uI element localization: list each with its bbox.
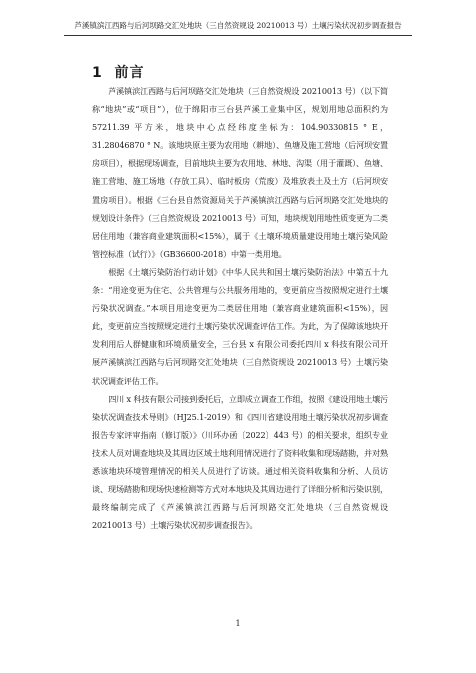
section-number: 1: [92, 65, 103, 81]
paragraph: 四川 x 科技有限公司接到委托后，立即成立调查工作组，按照《建设用地土壤污染状况调查技术导则》（HJ25.1-2019）和《四川省建设用地土壤污染状况初步调查报告专家评审指南（修订版）》（川环办函〔2022〕443 号）的相关要求，组织专业技术人员对调查地块及其周边区域土地利用情况进行了资料收集和现场踏勘，并对熟悉该地块环境管理情况的相关人员进行了访谈。通过相关资料收集和分析、人员访谈、现场踏勘和现场快速检测等方式对本地块及其周边进行了详细分析和污染识别，最终编制完成了《芦溪镇滨江西路与后河坝路交汇处地块（三自然资规设 20210013 号）土壤污染状况初步调查报告》。: [92, 393, 388, 531]
page-number: 1: [235, 619, 241, 628]
paragraph: 芦溪镇滨江西路与后河坝路交汇处地块（三自然资规设 20210013 号）（以下简称“地块”或“项目”），位于绵阳市三台县芦溪工业集中区，规划用地总面积约为 57211.39 平方米，地块中心点经纬度坐标为：104.90330815 ° E，31.28046870 ° N。该地块原主要为农用地（耕地）、鱼塘及施工营地（后河坝安置房项目），根据现场调查，目前地块主要为农用地、林地、沟渠（用于灌溉）、鱼塘、施工营地、施工场地（存放工具）、临时板房（荒废）及堆放表土及土方（后河坝安置房项目）。根据《三台县自然资源局关于芦溪镇滨江西路与后河坝路交汇处地块的规划设计条件》（三自然资规设 20210013 号）可知，地块规划用地性质变更为二类居住用地（兼容商业建筑面积<15%），属于《土壤环境质量建设用地土壤污染风险管控标准（试行）》（GB36600-2018）中第一类用地。: [92, 86, 388, 259]
document-body: [92, 82, 388, 534]
running-header: 芦溪镇滨江西路与后河坝路交汇处地块（三自然资规设 20210013 号）土壤污染状况初步调查报告: [64, 20, 412, 36]
paragraph: 根据《土壤污染防治行动计划》《中华人民共和国土壤污染防治法》中第五十九条：“用途变更为住宅、公共管理与公共服务用地的，变更前应当按照规定进行土壤污染状况调查。”本项目用途变更为二类居住用地（兼容商业建筑面积<15%），因此，变更前应当按照规定进行土壤污染状况调查评估工作。为此，为了保障该地块开发利用后人群健康和环境质量安全，三台县 x 有限公司委托四川 x 科技有限公司开展芦溪镇滨江西路与后河坝路交汇处地块（三自然资规设 20210013 号）土壤污染状况调查评估工作。: [92, 266, 388, 386]
section-heading: [92, 62, 145, 82]
section-title: 前言: [114, 65, 145, 81]
